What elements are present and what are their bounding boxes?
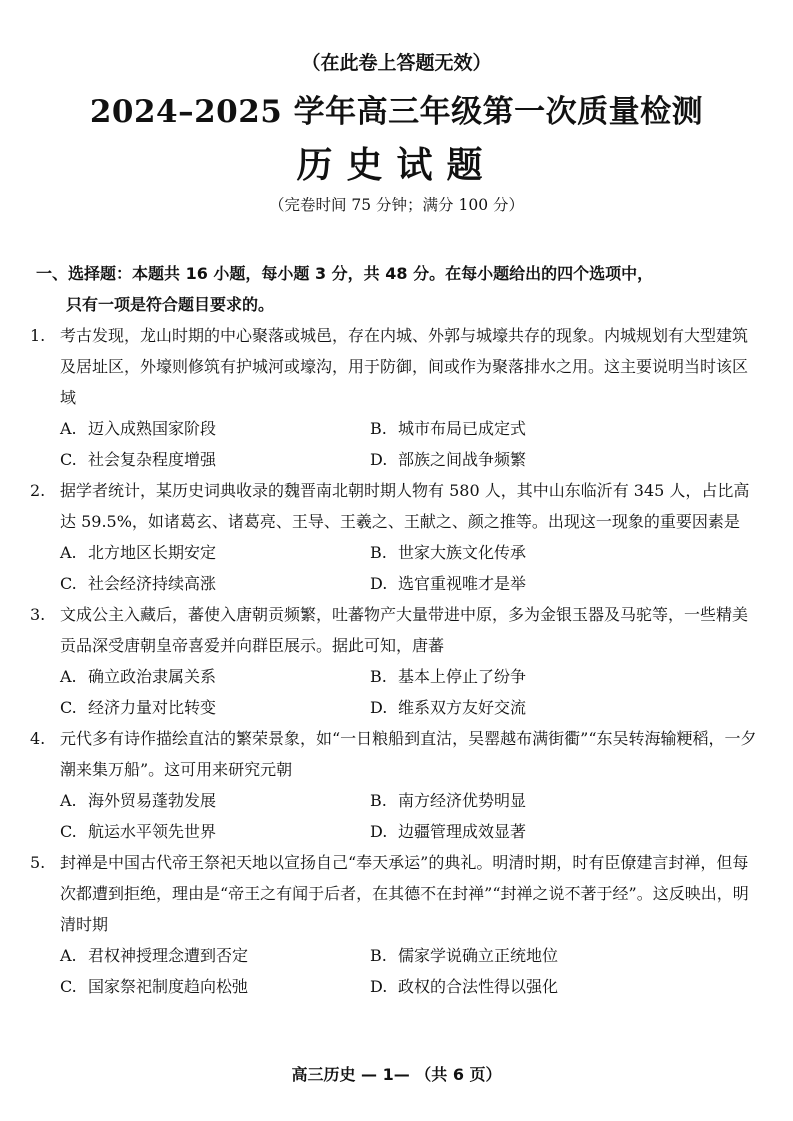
option-letter: C. bbox=[60, 822, 77, 841]
option-letter: D. bbox=[370, 450, 388, 469]
option-letter: A. bbox=[60, 946, 77, 965]
exam-info: （完卷时间 75 分钟；满分 100 分） bbox=[268, 196, 525, 214]
question-5 bbox=[30, 847, 760, 1002]
option-text: 儒家学说确立正统地位 bbox=[398, 946, 559, 965]
option-d bbox=[370, 568, 680, 599]
question-stem: 文成公主入藏后，蕃使入唐朝贡频繁，吐蕃物产大量带进中原，多为金银玉器及马驼等，一些精美贡品深受唐朝皇帝喜爱并向群臣展示。据此可知，唐蕃 bbox=[60, 605, 749, 655]
option-text: 城市布局已成定式 bbox=[398, 419, 527, 438]
option-text: 北方地区长期安定 bbox=[88, 543, 217, 562]
option-text: 维系双方友好交流 bbox=[398, 698, 527, 717]
question-1 bbox=[30, 320, 760, 475]
option-d bbox=[370, 692, 680, 723]
option-d bbox=[370, 816, 680, 847]
question-stem: 封禅是中国古代帝王祭祀天地以宣扬自己“奉天承运”的典礼。明清时期，时有臣僚建言封禅，但每次都遭到拒绝，理由是“帝王之有闻于后者，在其德不在封禅”“封禅之说不著于经”。这反映出，明清时期 bbox=[60, 853, 749, 934]
options bbox=[30, 661, 760, 723]
question-stem: 元代多有诗作描绘直沽的繁荣景象，如“一日粮船到直沽，吴罂越布满街衢”“东吴转海输粳稻，一夕潮来集万船”。这可用来研究元朝 bbox=[60, 729, 757, 779]
option-letter: B. bbox=[370, 791, 387, 810]
option-text: 边疆管理成效显著 bbox=[398, 822, 527, 841]
option-text: 世家大族文化传承 bbox=[398, 543, 527, 562]
option-a bbox=[60, 661, 370, 692]
option-b bbox=[370, 537, 680, 568]
option-letter: A. bbox=[60, 791, 77, 810]
option-c bbox=[60, 971, 370, 1002]
question-number: 2. bbox=[30, 481, 46, 500]
question-stem: 考古发现，龙山时期的中心聚落或城邑，存在内城、外郭与城壕共存的现象。内城规划有大型建筑及居址区，外壕则修筑有护城河或壕沟，用于防御，间或作为聚落排水之用。这主要说明当时该区域 bbox=[60, 326, 749, 407]
exam-notice: （在此卷上答题无效） bbox=[301, 52, 492, 74]
question-number: 3. bbox=[30, 605, 46, 624]
option-text: 政权的合法性得以强化 bbox=[398, 977, 559, 996]
option-c bbox=[60, 444, 370, 475]
section-heading-line1: 一、选择题：本题共 16 小题，每小题 3 分，共 48 分。在每小题给出的四个选项中， bbox=[36, 264, 654, 283]
option-letter: C. bbox=[60, 977, 77, 996]
option-a bbox=[60, 785, 370, 816]
section-heading bbox=[36, 258, 756, 320]
option-letter: B. bbox=[370, 543, 387, 562]
option-letter: C. bbox=[60, 574, 77, 593]
option-b bbox=[370, 661, 680, 692]
option-text: 社会经济持续高涨 bbox=[88, 574, 217, 593]
question-stem: 据学者统计，某历史词典收录的魏晋南北朝时期人物有 580 人，其中山东临沂有 345 人，占比高达 59.5%，如诸葛玄、诸葛亮、王导、王羲之、王献之、颜之推等。出现这一现象的重要因素是 bbox=[60, 481, 750, 531]
option-d bbox=[370, 444, 680, 475]
option-letter: D. bbox=[370, 822, 388, 841]
option-letter: B. bbox=[370, 946, 387, 965]
options bbox=[30, 537, 760, 599]
option-text: 基本上停止了纷争 bbox=[398, 667, 527, 686]
option-a bbox=[60, 413, 370, 444]
page-footer: 高三历史 — 1— （共 6 页） bbox=[291, 1065, 502, 1084]
option-text: 社会复杂程度增强 bbox=[88, 450, 217, 469]
option-text: 航运水平领先世界 bbox=[88, 822, 217, 841]
question-number: 4. bbox=[30, 729, 46, 748]
question-number: 5. bbox=[30, 853, 46, 872]
question-4 bbox=[30, 723, 760, 847]
option-letter: B. bbox=[370, 667, 387, 686]
option-text: 海外贸易蓬勃发展 bbox=[88, 791, 217, 810]
option-c bbox=[60, 692, 370, 723]
option-text: 部族之间战争频繁 bbox=[398, 450, 527, 469]
options bbox=[30, 413, 760, 475]
option-c bbox=[60, 568, 370, 599]
option-letter: D. bbox=[370, 698, 388, 717]
option-a bbox=[60, 940, 370, 971]
option-b bbox=[370, 785, 680, 816]
option-b bbox=[370, 940, 680, 971]
subject-title: 历史试题 bbox=[296, 145, 497, 186]
option-letter: C. bbox=[60, 450, 77, 469]
option-a bbox=[60, 537, 370, 568]
option-d bbox=[370, 971, 680, 1002]
option-letter: A. bbox=[60, 667, 77, 686]
question-3 bbox=[30, 599, 760, 723]
exam-title: 2024–2025 学年高三年级第一次质量检测 bbox=[89, 94, 704, 130]
option-text: 国家祭祀制度趋向松弛 bbox=[88, 977, 249, 996]
options bbox=[30, 940, 760, 1002]
question-list bbox=[30, 320, 760, 1002]
option-text: 选官重视唯才是举 bbox=[398, 574, 527, 593]
option-letter: C. bbox=[60, 698, 77, 717]
option-letter: B. bbox=[370, 419, 387, 438]
option-letter: D. bbox=[370, 574, 388, 593]
option-text: 经济力量对比转变 bbox=[88, 698, 217, 717]
options bbox=[30, 785, 760, 847]
section-heading-line2: 只有一项是符合题目要求的。 bbox=[66, 295, 275, 314]
option-letter: A. bbox=[60, 543, 77, 562]
option-text: 南方经济优势明显 bbox=[398, 791, 527, 810]
option-c bbox=[60, 816, 370, 847]
option-text: 迈入成熟国家阶段 bbox=[88, 419, 217, 438]
option-letter: D. bbox=[370, 977, 388, 996]
question-number: 1. bbox=[30, 326, 46, 345]
option-b bbox=[370, 413, 680, 444]
option-letter: A. bbox=[60, 419, 77, 438]
option-text: 确立政治隶属关系 bbox=[88, 667, 217, 686]
question-2 bbox=[30, 475, 760, 599]
option-text: 君权神授理念遭到否定 bbox=[88, 946, 249, 965]
